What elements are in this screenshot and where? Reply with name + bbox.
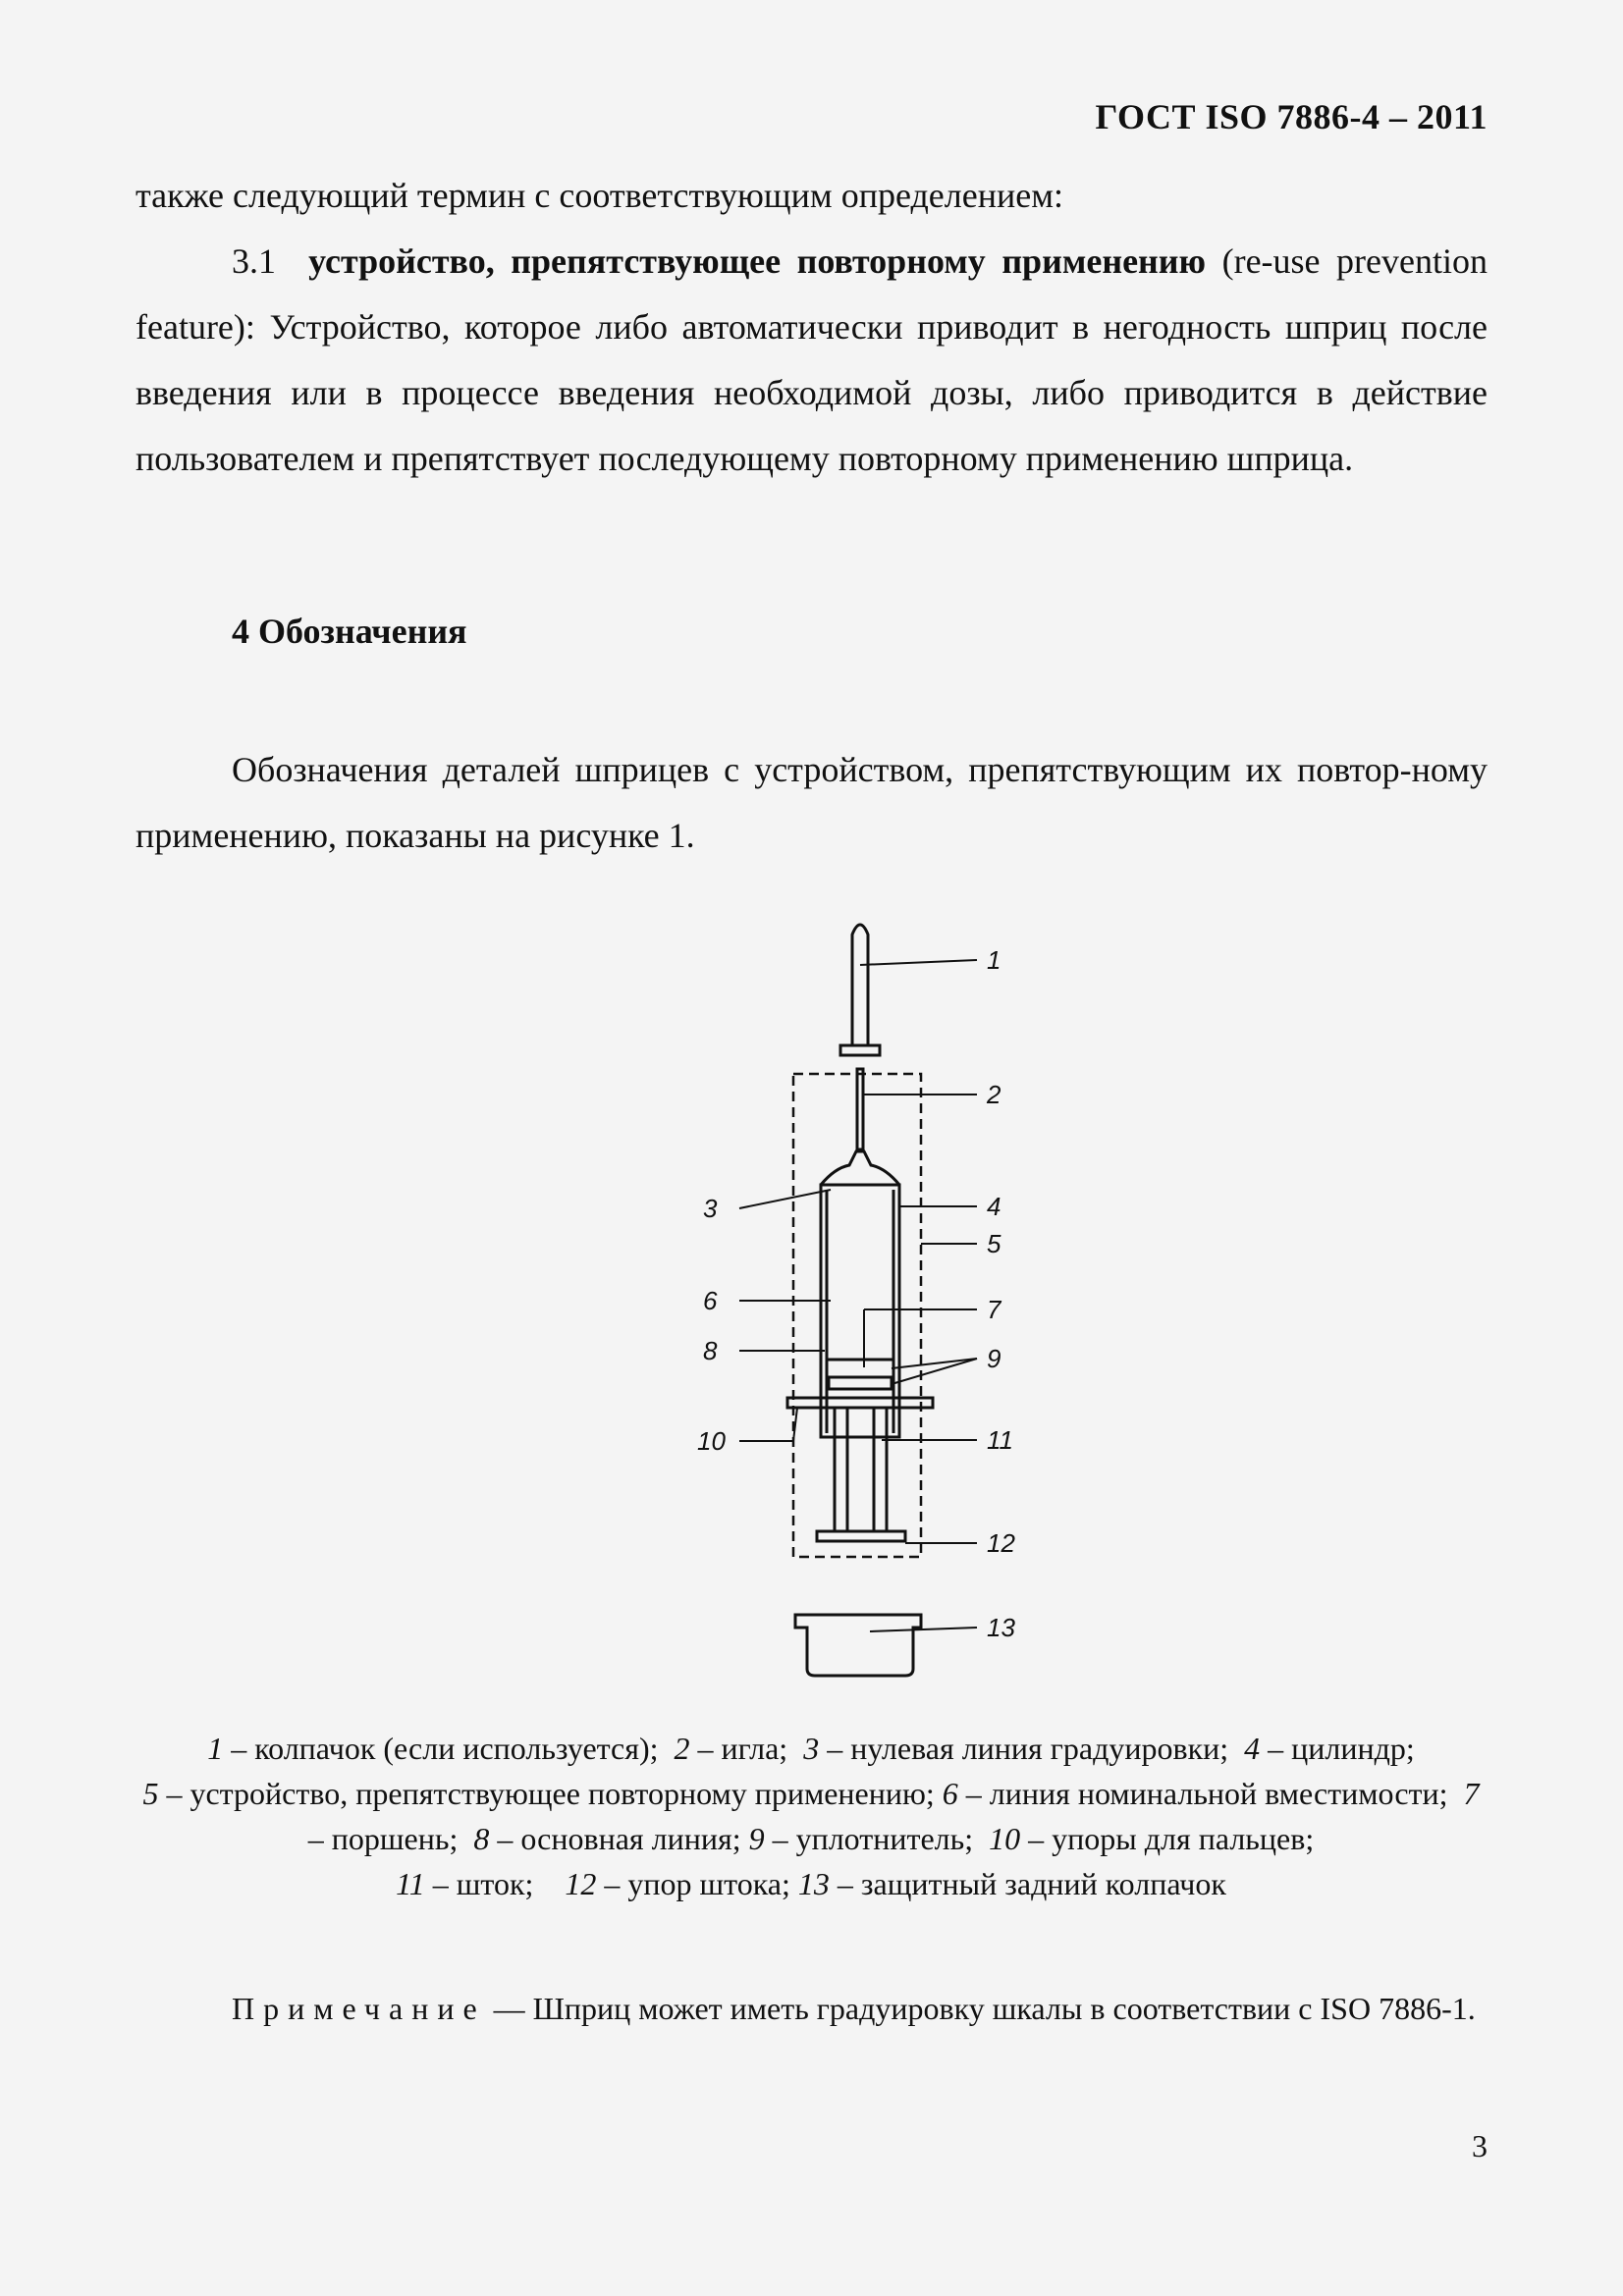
- caption-num: 5: [142, 1776, 159, 1811]
- figure-label-7: 7: [987, 1295, 1001, 1324]
- figure-label-11: 11: [987, 1425, 1013, 1455]
- caption-num: 8: [473, 1821, 490, 1856]
- figure-label-10: 10: [697, 1426, 726, 1456]
- caption-num: 6: [942, 1776, 958, 1811]
- caption-text: – уплотнитель;: [772, 1821, 974, 1856]
- plunger-seal-shape: [827, 1360, 893, 1377]
- caption-num: 7: [1463, 1776, 1480, 1811]
- caption-num: 3: [803, 1731, 820, 1766]
- intro-text: также следующий термин с соответствующим определением:: [135, 176, 1063, 215]
- figure-label-2: 2: [987, 1080, 1001, 1109]
- caption-text: – линия номинальной вместимости;: [965, 1776, 1448, 1811]
- caption-num: 11: [396, 1866, 425, 1901]
- caption-text: – основная линия;: [497, 1821, 741, 1856]
- figure-label-12: 12: [987, 1528, 1015, 1558]
- plunger-body-shape: [829, 1377, 892, 1389]
- section-text: Обозначения деталей шприцев с устройством, препятствующим их повтор-ному применению, показаны на рисунке 1.: [135, 750, 1488, 855]
- syringe-diagram: [638, 903, 1080, 1688]
- document-header: ГОСТ ISO 7886-4 – 2011: [1095, 97, 1488, 136]
- needle-cap-base: [840, 1045, 880, 1055]
- figure-label-9: 9: [987, 1344, 1001, 1373]
- figure-label-5: 5: [987, 1229, 1001, 1258]
- caption-num: 9: [748, 1821, 765, 1856]
- figure-caption: [137, 1726, 1485, 1906]
- barrel-hub: [821, 1151, 899, 1185]
- caption-num: 4: [1244, 1731, 1261, 1766]
- caption-text: – упоры для пальцев;: [1028, 1821, 1315, 1856]
- page-number: 3: [1472, 2128, 1488, 2163]
- note-paragraph: [135, 1978, 1488, 2039]
- figure-label-1: 1: [987, 945, 1001, 975]
- caption-num: 2: [674, 1731, 690, 1766]
- note-text: — Шприц может иметь градуировку шкалы в соответствии с ISO 7886-1.: [493, 1991, 1476, 2026]
- caption-num: 10: [989, 1821, 1021, 1856]
- figure-label-4: 4: [987, 1192, 1001, 1221]
- caption-num: 13: [797, 1866, 830, 1901]
- figure-label-8: 8: [703, 1336, 718, 1365]
- needle-cap-shape: [852, 925, 868, 1045]
- caption-num: 12: [565, 1866, 597, 1901]
- figure-label-3: 3: [703, 1194, 718, 1223]
- caption-text: – упор штока;: [604, 1866, 790, 1901]
- figure-label-6: 6: [703, 1286, 718, 1315]
- caption-text: – нулевая линия градуировки;: [827, 1731, 1229, 1766]
- note-label: Примечание: [232, 1991, 486, 2026]
- rod-stop-shape: [817, 1531, 905, 1541]
- needle-shape: [857, 1069, 863, 1149]
- finger-grip-shape: [787, 1398, 933, 1408]
- section-heading: 4 Обозначения: [232, 612, 467, 651]
- back-cap-shape: [795, 1615, 921, 1676]
- figure-label-13: 13: [987, 1613, 1015, 1642]
- caption-text: – поршень;: [307, 1821, 459, 1856]
- caption-text: – цилиндр;: [1268, 1731, 1415, 1766]
- caption-text: – устройство, препятствующее повторному применению;: [166, 1776, 935, 1811]
- definition-paragraph: [135, 229, 1488, 492]
- definition-body: Устройство, которое либо автоматически приводит в негодность шприц после введения или в процессе введения необходимой дозы, либо приводится в действие пользователем и препятствует последующему повторному применению шприца.: [135, 307, 1488, 478]
- definition-term-en: (re-use prevention feature):: [135, 241, 1488, 347]
- caption-text: – колпачок (если используется);: [231, 1731, 659, 1766]
- caption-text: – защитный задний колпачок: [837, 1866, 1226, 1901]
- caption-text: – шток;: [432, 1866, 534, 1901]
- caption-text: – игла;: [697, 1731, 788, 1766]
- definition-number: 3.1: [232, 241, 276, 281]
- caption-num: 1: [207, 1731, 224, 1766]
- definition-term: устройство, препятствующее повторному применению: [308, 241, 1207, 281]
